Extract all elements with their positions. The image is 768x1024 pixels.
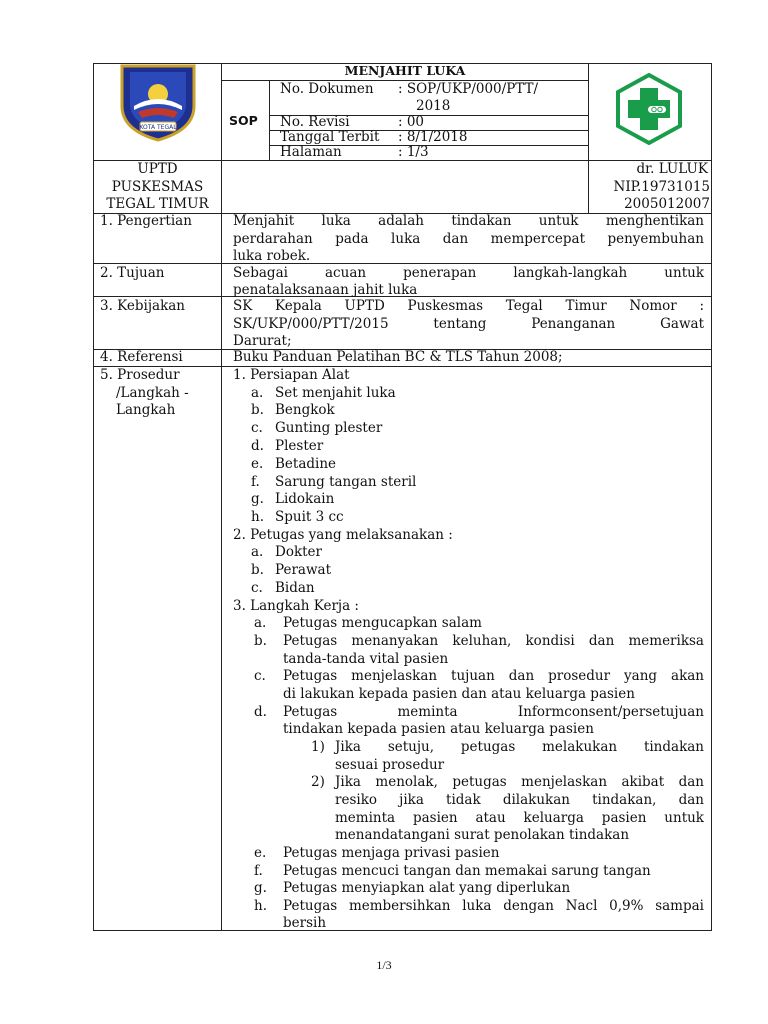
list-item: Sarung tangan steril [275,474,417,490]
list-item: Plester [275,438,324,454]
list-item: Petugas mengucapkan salam [283,615,482,631]
list-item: Petugas mencuci tangan dan memakai sarung tangan [283,863,651,879]
list-marker: f. [254,863,263,879]
list-marker: b. [251,402,264,418]
issue-date-value: : 8/1/2018 [398,129,468,145]
list-item: Bengkok [275,402,335,418]
revision-value: : 00 [398,114,425,130]
kebijakan-line-1: SK Kepala UPTD Puskesmas Tegal Timur Nomor : [233,298,704,314]
issue-date-label: Tanggal Terbit [280,129,380,145]
sub-list-marker: 1) [311,739,325,755]
doc-number-label: No. Dokumen [280,81,374,97]
list-marker: e. [251,456,264,472]
list-marker: h. [254,898,267,914]
list-item-cont: di lakukan kepada pasien dan atau keluarga pasien [283,686,635,702]
doc-number-value: : SOP/UKP/000/PTT/ [398,81,539,97]
sub-list-item-cont: resiko jika tidak dilakukan tindakan, dan [335,792,704,808]
list-marker: h. [251,509,264,525]
list-marker: a. [251,544,264,560]
list-item-cont: tanda-tanda vital pasien [283,651,449,667]
kebijakan-line-3: Darurat; [233,333,292,349]
pengertian-label: 1. Pengertian [100,213,192,229]
signatory-nip-1: NIP.19731015 [613,179,710,195]
referensi-line-1: Buku Panduan Pelatihan BC & TLS Tahun 2008; [233,349,563,365]
page-value: : 1/3 [398,144,429,160]
list-marker: b. [254,633,267,649]
sub-list-item-cont: sesuai prosedur [335,757,445,773]
list-item: Petugas menjelaskan tujuan dan prosedur yang akan [283,668,704,684]
doc-number-year: 2018 [416,98,451,114]
list-item: Betadine [275,456,337,472]
city-emblem-logo [114,62,202,142]
list-marker: c. [251,420,263,436]
list-marker: d. [254,704,267,720]
list-marker: c. [254,668,266,684]
page-number: 1/3 [376,958,392,972]
list-item: Petugas menanyakan keluhan, kondisi dan memeriksa [283,633,704,649]
persiapan-title: 1. Persiapan Alat [233,367,350,383]
institution-line-1: UPTD [137,161,178,177]
list-item: Lidokain [275,491,335,507]
list-item: Dokter [275,544,322,560]
sub-list-item-cont: meminta pasien atau keluarga pasien untuk [335,810,704,826]
prosedur-label-2: /Langkah - [116,385,189,401]
kebijakan-line-2: SK/UKP/000/PTT/2015 tentang Penanganan Gawat [233,316,704,332]
sub-list-item: Jika menolak, petugas menjelaskan akibat dan [335,774,704,790]
list-item: Gunting plester [275,420,383,436]
pengertian-line-1: Menjahit luka adalah tindakan untuk menghentikan [233,213,704,229]
signatory-name: dr. LULUK [636,161,708,177]
page-label: Halaman [280,144,342,160]
list-item-cont: bersih [283,915,327,931]
logo-text: KOTA TEGAL [139,124,177,131]
list-marker: f. [251,474,260,490]
list-item: Spuit 3 cc [275,509,344,525]
tujuan-line-2: penatalaksanaan jahit luka [233,282,418,298]
list-marker: a. [251,385,264,401]
referensi-label: 4. Referensi [100,349,183,365]
institution-line-2: PUSKESMAS [111,179,204,195]
list-marker: a. [254,615,267,631]
list-marker: b. [251,562,264,578]
puskesmas-logo [612,72,686,146]
list-item: Perawat [275,562,331,578]
list-item: Petugas menyiapkan alat yang diperlukan [283,880,571,896]
pengertian-line-2: perdarahan pada luka dan mempercepat penyembuhan [233,231,704,247]
list-marker: d. [251,438,264,454]
list-item: Petugas menjaga privasi pasien [283,845,500,861]
langkah-title: 3. Langkah Kerja : [233,598,359,614]
list-marker: g. [251,491,264,507]
tujuan-label: 2. Tujuan [100,265,165,281]
list-item-cont: tindakan kepada pasien atau keluarga pasien [283,721,594,737]
list-item: Set menjahit luka [275,385,396,401]
prosedur-label-3: Langkah [116,402,176,418]
list-item: Petugas membersihkan luka dengan Nacl 0,9% sampai [283,898,704,914]
tujuan-line-1: Sebagai acuan penerapan langkah-langkah untuk [233,265,704,281]
sub-list-item-cont: menandatangani surat penolakan tindakan [335,827,630,843]
sub-list-marker: 2) [311,774,325,790]
pengertian-line-3: luka robek. [233,248,311,264]
list-marker: c. [251,580,263,596]
kebijakan-label: 3. Kebijakan [100,298,186,314]
petugas-title: 2. Petugas yang melaksanakan : [233,527,453,543]
sub-list-item: Jika setuju, petugas melakukan tindakan [335,739,704,755]
list-item: Petugas meminta Informconsent/persetujuan [283,704,704,720]
signatory-nip-2: 2005012007 [624,196,710,212]
prosedur-label-1: 5. Prosedur [100,367,180,383]
revision-label: No. Revisi [280,114,350,130]
document-title: MENJAHIT LUKA [344,63,466,78]
institution-line-3: TEGAL TIMUR [106,196,209,212]
list-marker: g. [254,880,267,896]
list-marker: e. [254,845,267,861]
list-item: Bidan [275,580,315,596]
sop-label: SOP [229,113,258,128]
